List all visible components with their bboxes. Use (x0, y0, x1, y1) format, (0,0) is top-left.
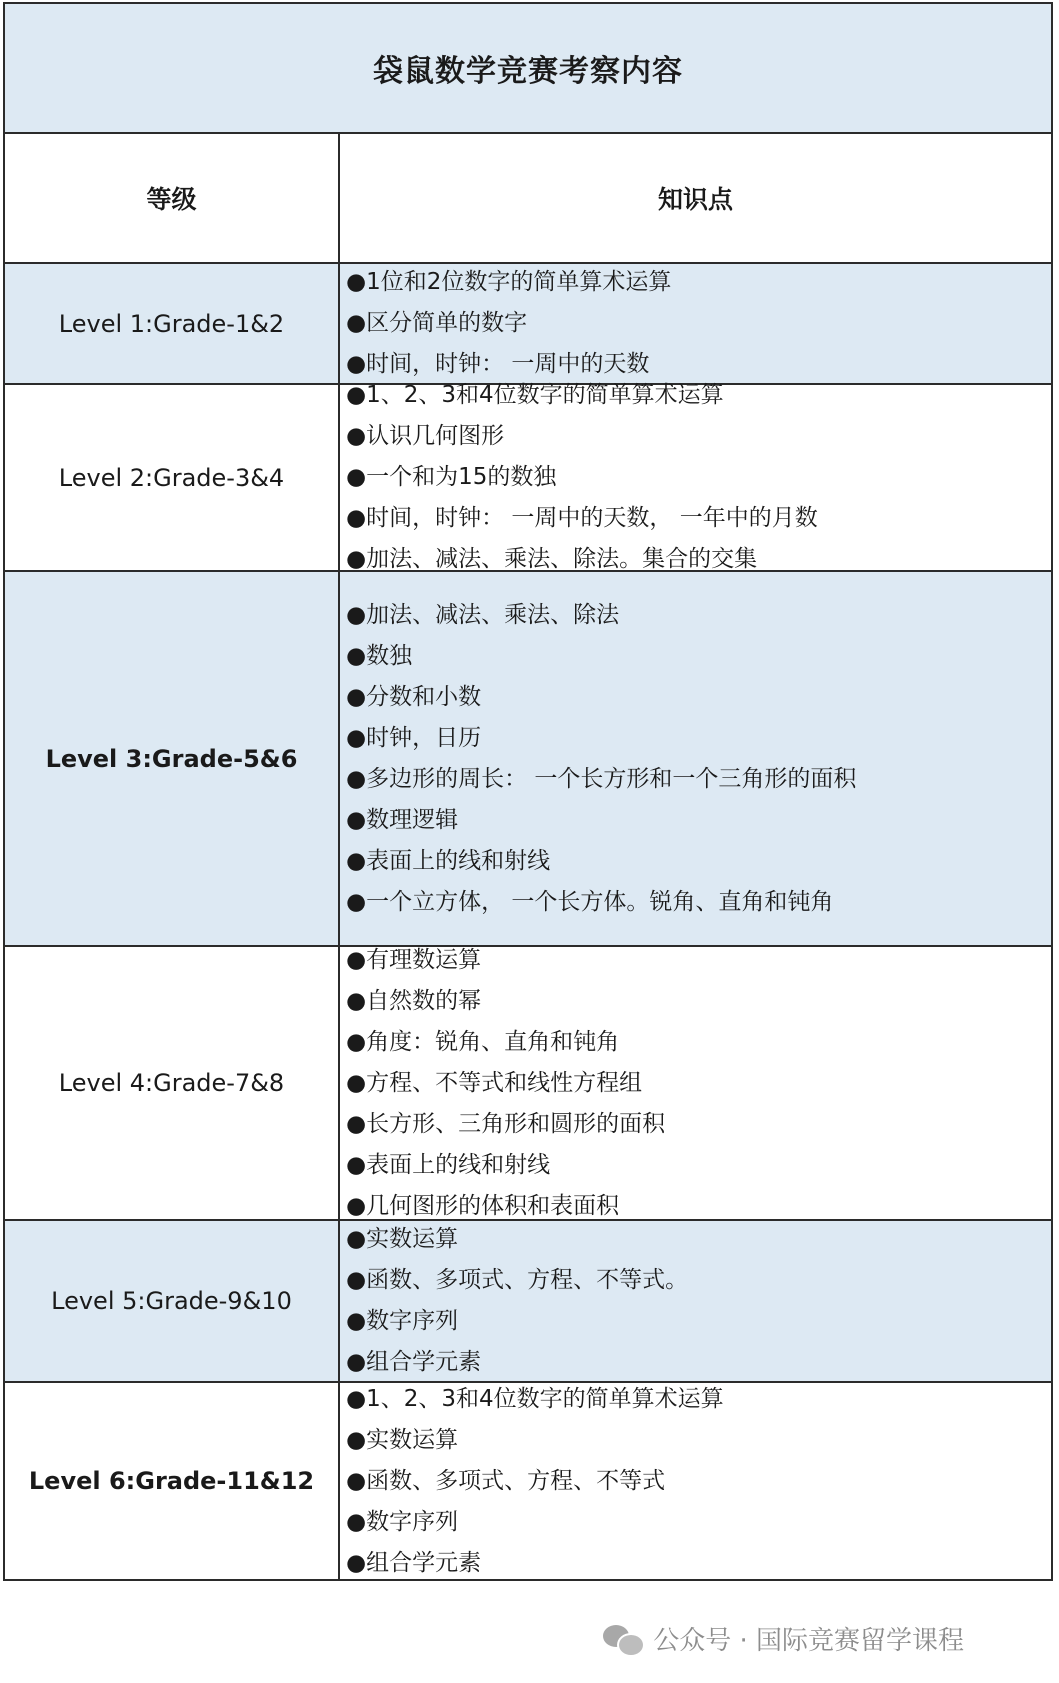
knowledge-point: ●数独 (346, 642, 413, 669)
table-header-row (5, 134, 1051, 264)
header-points (340, 134, 1051, 262)
knowledge-point: ●时钟，日历 (346, 724, 482, 751)
knowledge-point: ●实数运算 (346, 1426, 459, 1453)
knowledge-point: ●1位和2位数字的简单算术运算 (346, 269, 672, 295)
table-title-row (5, 4, 1051, 134)
level-cell: Level 6:Grade-11&12 (5, 1383, 340, 1579)
knowledge-point: ●组合学元素 (346, 1549, 482, 1576)
watermark (603, 1620, 964, 1657)
table-row (5, 1221, 1051, 1383)
knowledge-point: ●数字序列 (346, 1308, 459, 1334)
knowledge-point: ●表面上的线和射线 (346, 847, 551, 874)
knowledge-point: ●角度：锐角、直角和钝角 (346, 1028, 620, 1055)
knowledge-point: ●长方形、三角形和圆形的面积 (346, 1110, 666, 1137)
knowledge-point: ●多边形的周长： 一个长方形和一个三角形的面积 (346, 765, 857, 792)
knowledge-point: ●区分简单的数字 (346, 310, 528, 336)
table-row (5, 947, 1051, 1221)
table-row (5, 264, 1051, 385)
knowledge-point: ●组合学元素 (346, 1349, 482, 1375)
table-row (5, 1383, 1051, 1579)
knowledge-point: ●方程、不等式和线性方程组 (346, 1069, 643, 1096)
table-row (5, 382, 1051, 572)
table-title: 袋鼠数学竞赛考察内容 (373, 54, 683, 89)
points-cell (340, 1383, 1051, 1579)
knowledge-point: ●时间，时钟： 一周中的天数 (346, 351, 650, 377)
knowledge-point: ●函数、多项式、方程、不等式。 (346, 1267, 689, 1293)
knowledge-point: ●一个和为15的数独 (346, 464, 557, 490)
level-cell: Level 2:Grade-3&4 (5, 385, 340, 570)
knowledge-point: ●认识几何图形 (346, 423, 505, 449)
knowledge-point: ●一个立方体， 一个长方体。锐角、直角和钝角 (346, 888, 834, 915)
level-cell: Level 1:Grade-1&2 (5, 264, 340, 383)
points-cell (340, 264, 1051, 383)
knowledge-point: ●函数、多项式、方程、不等式 (346, 1467, 666, 1494)
knowledge-point: ●数理逻辑 (346, 806, 459, 833)
knowledge-point: ●加法、减法、乘法、除法。集合的交集 (346, 546, 758, 572)
level-cell: Level 3:Grade-5&6 (5, 572, 340, 945)
watermark-text: 公众号 · 国际竞赛留学课程 (653, 1626, 964, 1656)
curriculum-table (3, 2, 1053, 1581)
points-cell (340, 382, 1051, 572)
points-cell (340, 1221, 1051, 1381)
table-row (5, 572, 1051, 947)
knowledge-point: ●表面上的线和射线 (346, 1151, 551, 1178)
knowledge-point: ●时间，时钟： 一周中的天数， 一年中的月数 (346, 505, 818, 531)
knowledge-point: ●几何图形的体积和表面积 (346, 1192, 620, 1219)
knowledge-point: ●1、2、3和4位数字的简单算术运算 (346, 382, 724, 408)
knowledge-point: ●分数和小数 (346, 683, 482, 710)
knowledge-point: ●加法、减法、乘法、除法 (346, 601, 620, 628)
level-cell: Level 5:Grade-9&10 (5, 1221, 340, 1381)
knowledge-point: ●自然数的幂 (346, 987, 482, 1014)
points-cell (340, 572, 1051, 945)
wechat-icon (603, 1623, 643, 1655)
knowledge-point: ●有理数运算 (346, 946, 482, 973)
knowledge-point: ●1、2、3和4位数字的简单算术运算 (346, 1385, 724, 1412)
knowledge-point: ●实数运算 (346, 1226, 459, 1252)
level-cell: Level 4:Grade-7&8 (5, 947, 340, 1219)
header-points-label: 知识点 (657, 185, 733, 214)
header-level: 等级 (5, 134, 340, 262)
points-cell (340, 947, 1051, 1219)
knowledge-point: ●数字序列 (346, 1508, 459, 1535)
